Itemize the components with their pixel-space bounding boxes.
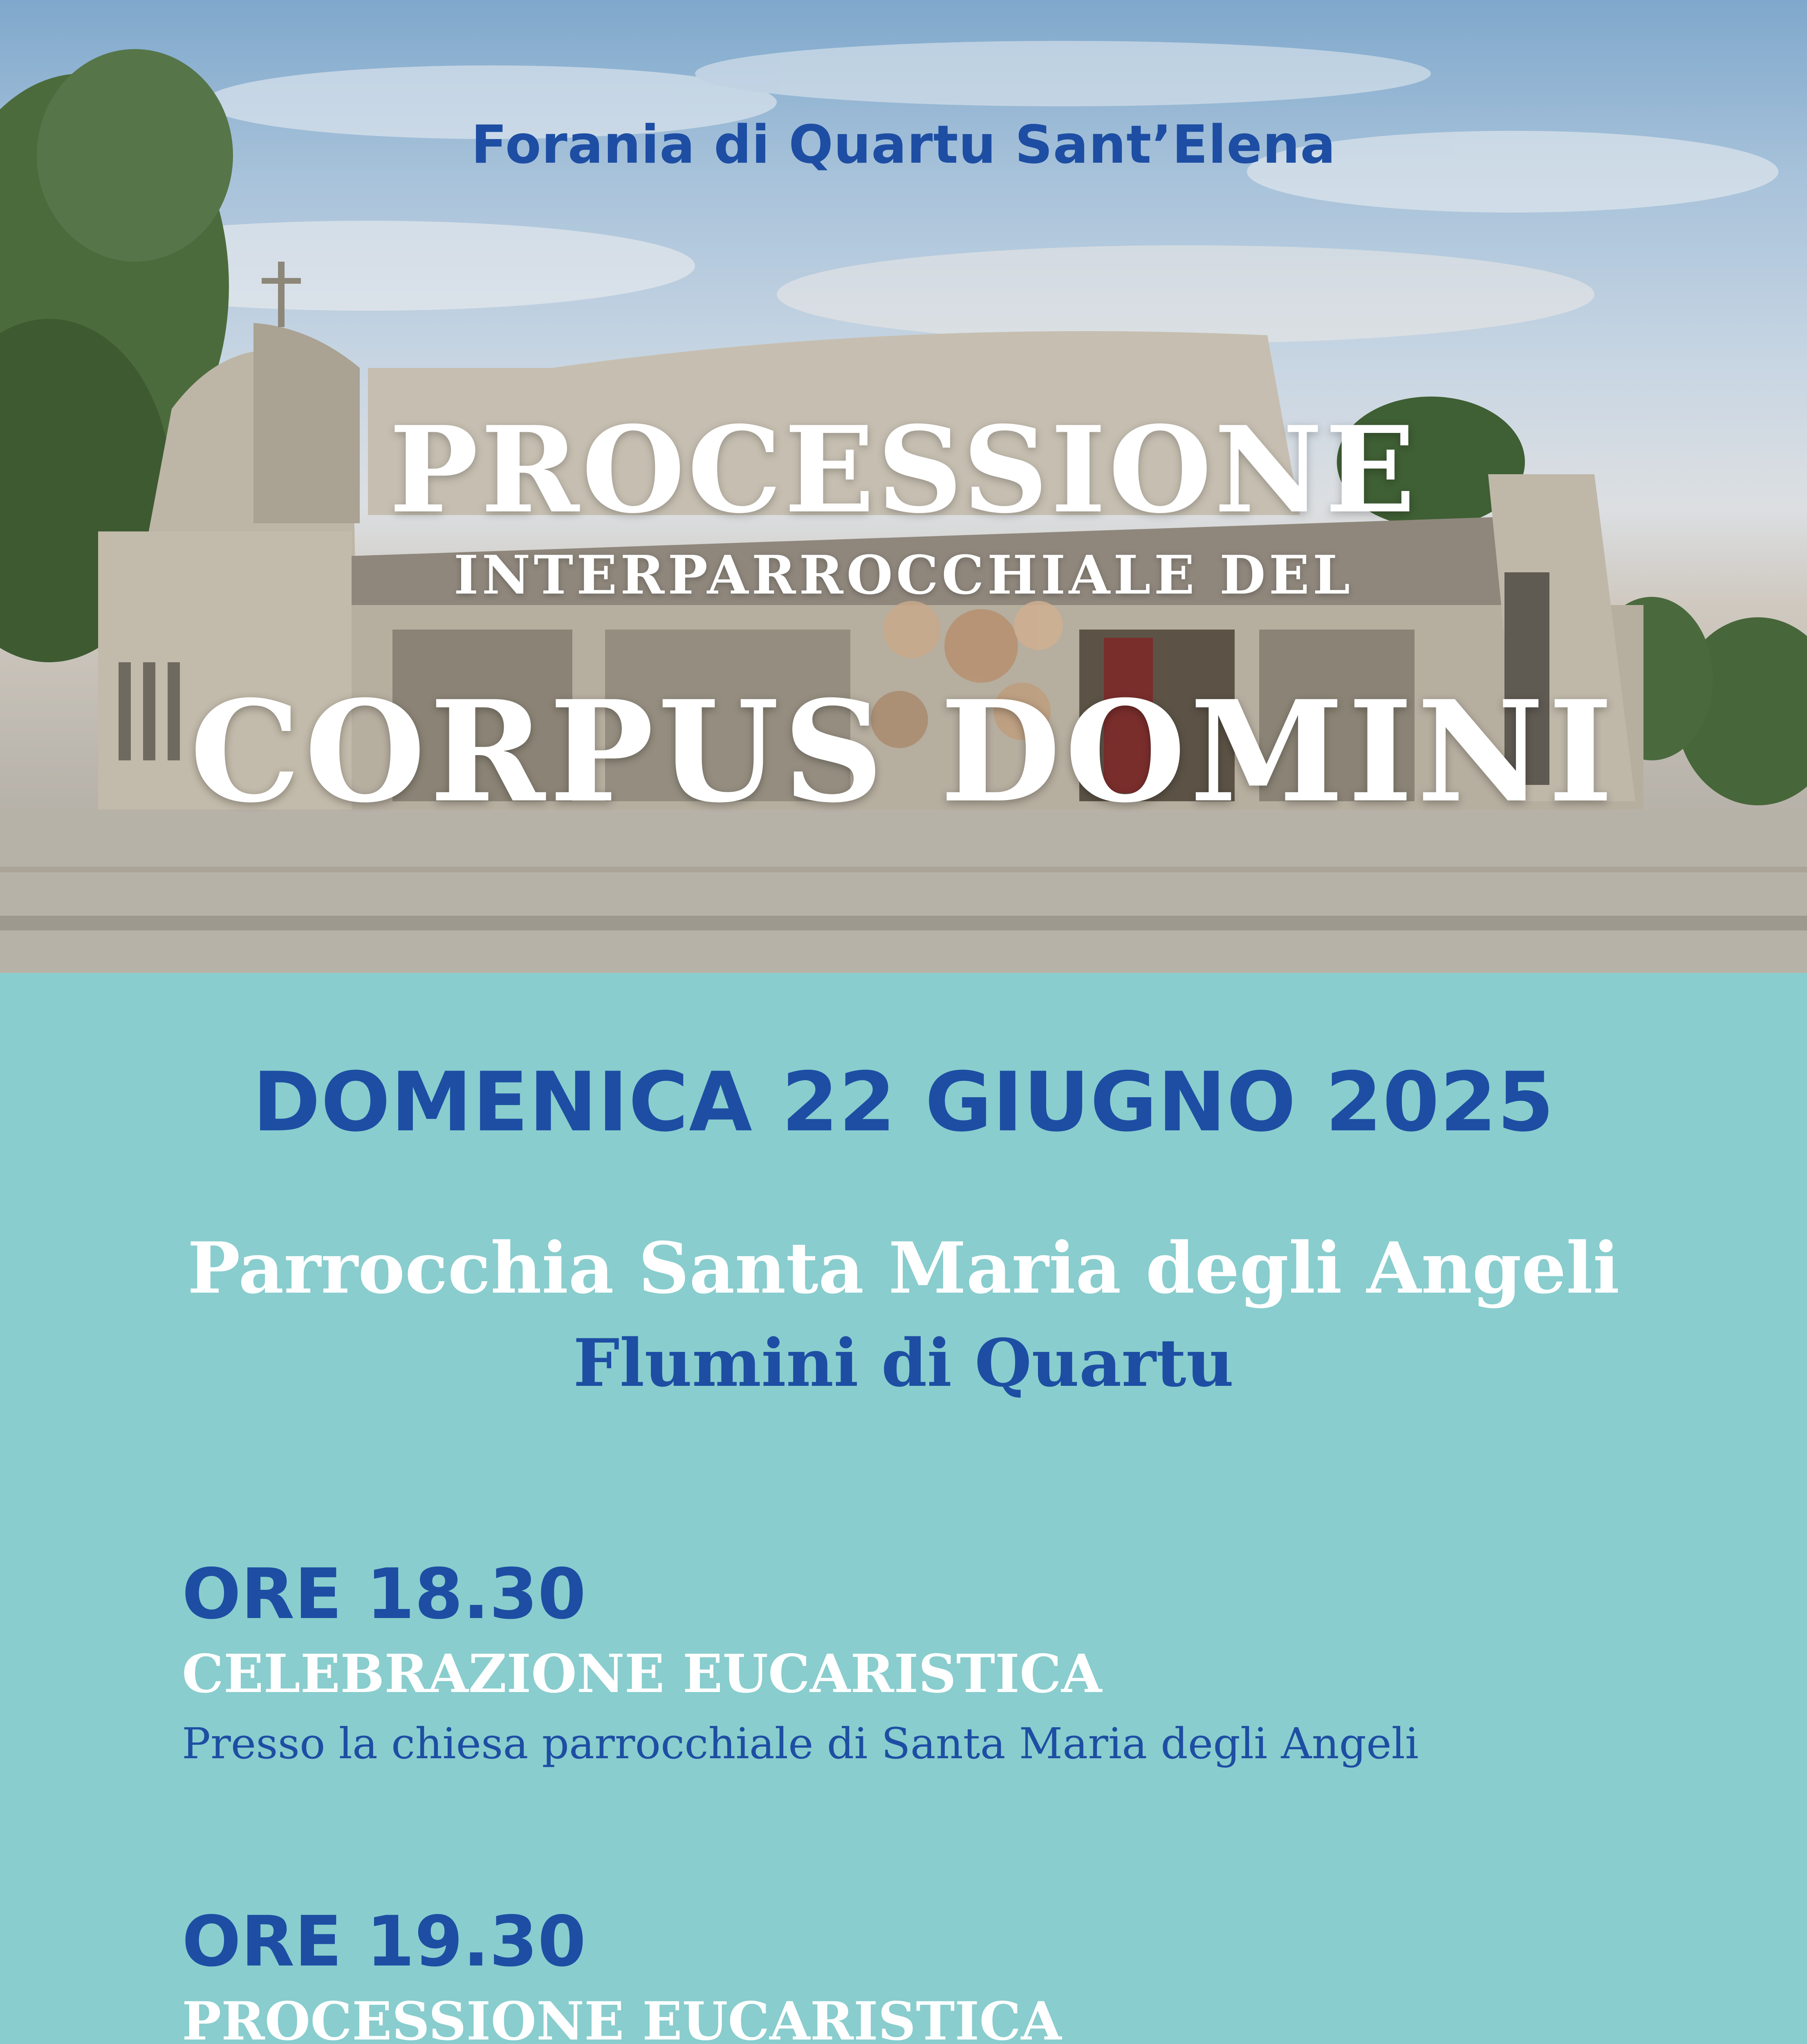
event-procession bbox=[182, 1901, 1735, 2044]
event-time: ORE 19.30 bbox=[182, 1901, 586, 1982]
pavement bbox=[0, 809, 1807, 973]
title-interparrocchiale: INTERPARROCCHIALE DEL bbox=[453, 544, 1354, 606]
hero-photo bbox=[0, 0, 1807, 973]
event-celebration bbox=[182, 1553, 1735, 1774]
event-description: Presso la chiesa parrocchiale di Santa Maria degli Angeli bbox=[182, 1719, 1419, 1768]
event-time: ORE 18.30 bbox=[182, 1554, 586, 1635]
title-processione: PROCESSIONE bbox=[389, 401, 1418, 540]
event-name: CELEBRAZIONE EUCARISTICA bbox=[182, 1643, 1102, 1705]
forania-label: Forania di Quartu Sant’Elena bbox=[471, 114, 1336, 175]
title-corpus-domini: CORPUS DOMINI bbox=[190, 670, 1617, 834]
clouds bbox=[41, 41, 1778, 343]
parish-name: Parrocchia Santa Maria degli Angeli bbox=[187, 1226, 1620, 1309]
event-date: DOMENICA 22 GIUGNO 2025 bbox=[252, 1055, 1555, 1150]
place-name: Flumini di Quartu bbox=[573, 1325, 1234, 1401]
event-name: PROCESSIONE EUCARISTICA bbox=[182, 1991, 1062, 2044]
